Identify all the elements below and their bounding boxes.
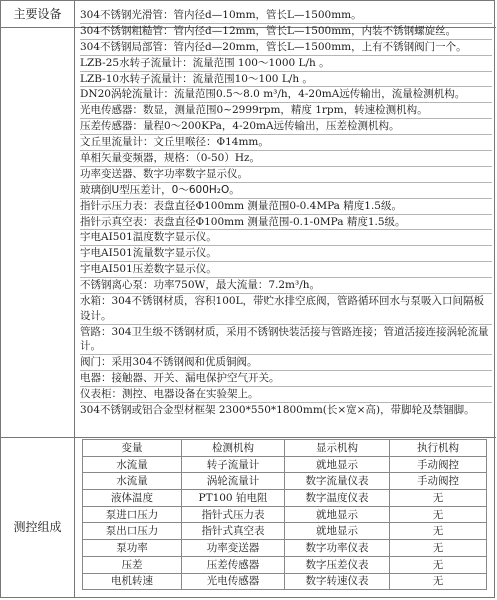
equipment-line: 电器：接触器、开关、漏电保护空气开关。 (80, 371, 492, 387)
table-cell: 转子流量计 (181, 456, 284, 473)
equipment-line: LZB-10水转子流量计：流量范围10～100 L/h 。 (80, 72, 492, 88)
equipment-line: 仪表柜：测控、电器设备在实验架上。 (80, 387, 492, 403)
table-cell: 数字压差仪表 (284, 556, 389, 573)
table-cell: 数字流量仪表 (284, 473, 389, 490)
table-header-row (83, 440, 487, 457)
table-cell: 无 (390, 556, 487, 573)
table-cell: 无 (390, 523, 487, 540)
section-label-measurement-control: 测控组成 (13, 520, 62, 534)
equipment-line: 管路：304卫生级不锈钢材质，采用不锈钢快装活接与管路连接；管道活接连接涡轮流量计。 (80, 325, 492, 355)
table-cell: 泵功率 (83, 540, 182, 557)
table-row (83, 573, 487, 590)
equipment-line: 阀门：采用304不锈钢阀和优质铜阀。 (80, 355, 492, 371)
table-cell: 水流量 (83, 456, 182, 473)
equipment-line: DN20涡轮流量计：流量范围0.5～8.0 m³/h，4-20mA远传输出，流量检测机构。 (80, 87, 492, 103)
section-label-main-equipment: 主要设备 (13, 7, 62, 21)
table-cell: 光电传感器 (181, 573, 284, 590)
table-cell: 数字功率仪表 (284, 540, 389, 557)
table-header-cell: 显示机构 (284, 440, 389, 457)
table-cell: 无 (390, 540, 487, 557)
table-cell: 泵进口压力 (83, 506, 182, 523)
table-cell: 指针式真空表 (181, 523, 284, 540)
equipment-line: LZB-25水转子流量计：流量范围 100～1000 L/h 。 (80, 56, 492, 72)
table-cell: 涡轮流量计 (181, 473, 284, 490)
equipment-line: 宇电AI501流量数字显示仪。 (80, 246, 492, 262)
table-row (83, 540, 487, 557)
table-cell: 指针式压力表 (181, 506, 284, 523)
table-cell: 就地显示 (284, 456, 389, 473)
table-header-cell: 检测机构 (181, 440, 284, 457)
equipment-line: 304不锈钢粗糙管：管内径d—12mm，管长L—1500mm，内装不锈钢螺旋丝。 (80, 24, 492, 40)
equipment-line: 指针示压力表：表盘直径Φ100mm 测量范围0-0.4MPa 精度1.5级。 (80, 199, 492, 215)
equipment-line: 光电传感器：数显，测量范围0~2999rpm，精度 1rpm，转速检测机构。 (80, 103, 492, 119)
table-cell: 电机转速 (83, 573, 182, 590)
table-cell: 数字温度仪表 (284, 490, 389, 507)
equipment-line: 单相矢量变频器，规格：（0-50）Hz。 (80, 151, 492, 167)
table-cell: 手动阀控 (390, 473, 487, 490)
table-cell: 功率变送器 (181, 540, 284, 557)
table-row (83, 456, 487, 473)
equipment-line: 304不锈钢局部管：管内径d—20mm，管长L—1500mm，上有不锈钢阀门一个。 (80, 40, 492, 56)
equipment-line: 宇电AI501温度数字显示仪。 (80, 230, 492, 246)
column-divider (74, 1, 75, 598)
equipment-line: 指针示真空表：表盘直径Φ100mm 测量范围-0.1-0MPa 精度1.5级。 (80, 215, 492, 231)
table-header-cell: 执行机构 (390, 440, 487, 457)
table-header-cell: 变量 (83, 440, 182, 457)
table-cell: 水流量 (83, 473, 182, 490)
table-cell: 手动阀控 (390, 456, 487, 473)
equipment-line: 功率变送器、数字功率数字显示仪。 (80, 167, 492, 183)
equipment-line: 304不锈钢光滑管：管内径d—10mm，管长L—1500mm。 (80, 8, 492, 24)
table-cell: 压差传感器 (181, 556, 284, 573)
table-cell: 无 (390, 573, 487, 590)
table-cell: 就地显示 (284, 506, 389, 523)
equipment-line: 不锈钢离心泵：功率750W，最大流量：7.2m³/h。 (80, 278, 492, 294)
equipment-line: 压差传感器：量程0～200KPa，4-20mA远传输出，压差检测机构。 (80, 119, 492, 135)
equipment-line: 水箱：304不锈钢材质，容积100L，带贮水排空底阀，管路循环回水与泵吸入口间隔板设计。 (80, 294, 492, 324)
equipment-line: 304不锈钢或铝合金型材框架 2300*550*1800mm(长×宽×高)，带脚轮及禁锢脚。 (80, 403, 475, 416)
table-row (83, 556, 487, 573)
equipment-line: 玻璃倒U型压差计，0～600H₂O。 (80, 183, 492, 199)
equipment-line: 文丘里流量计：文丘里喉径：Φ14mm。 (80, 135, 492, 151)
table-cell: PT100 铂电阻 (181, 490, 284, 507)
table-cell: 无 (390, 490, 487, 507)
table-cell: 压差 (83, 556, 182, 573)
table-cell: 无 (390, 506, 487, 523)
row-divider-section (1, 437, 496, 438)
table-row (83, 506, 487, 523)
table-cell: 泵出口压力 (83, 523, 182, 540)
measurement-control-table (82, 439, 487, 590)
table-row (83, 523, 487, 540)
table-row (83, 490, 487, 507)
equipment-line: 宇电AI501压差数字显示仪。 (80, 262, 492, 278)
table-cell: 液体温度 (83, 490, 182, 507)
table-cell: 数字转速仪表 (284, 573, 389, 590)
table-cell: 就地显示 (284, 523, 389, 540)
equipment-list (80, 8, 492, 418)
table-row (83, 473, 487, 490)
